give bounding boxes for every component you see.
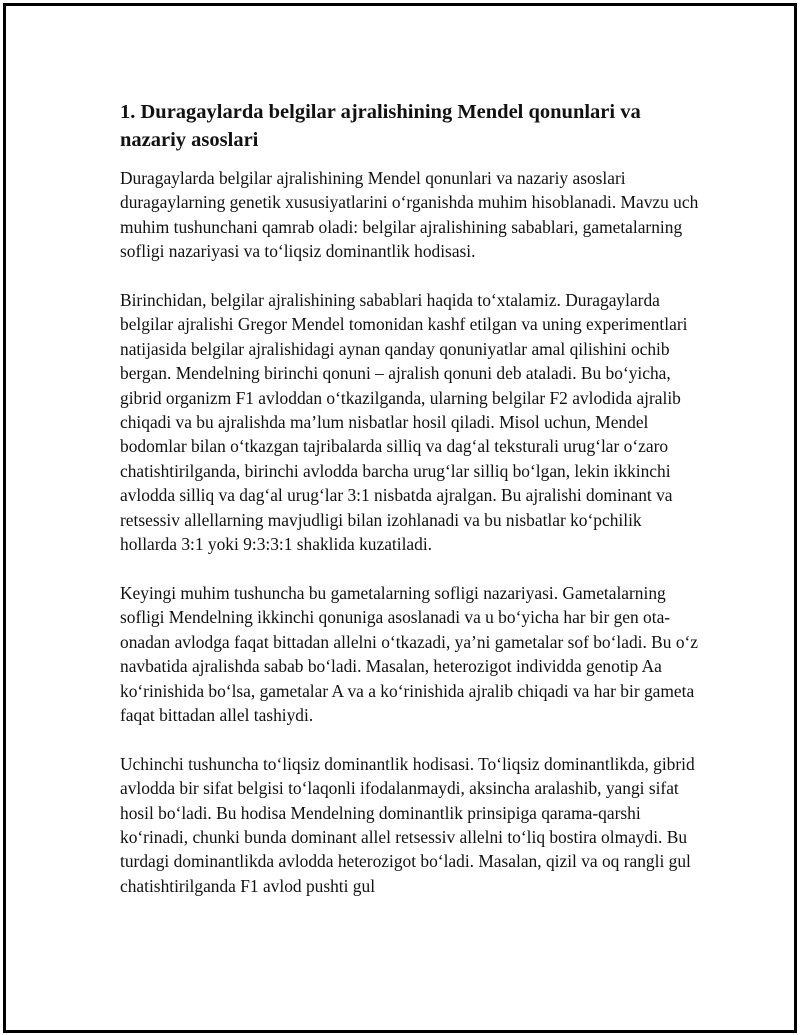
- paragraph-incomplete-dominance: Uchinchi tushuncha to‘liqsiz dominantlik hodisasi. To‘liqsiz dominantlikda, gibrid avlodda bir sifat belgisi to‘laqonli ifodalanmaydi, aksincha aralashib, yangi sifat hosil bo‘ladi. Bu hodisa Mendelning dominantlik prinsipiga qarama-qarshi ko‘rinadi, chunki bunda dominant allel retsessiv allelni to‘liq bostira olmaydi. Bu turdagi dominantlikda avlodda heterozigot bo‘ladi. Masalan, qizil va oq rangli gul chatishtirilganda F1 avlod pushti gul: [120, 753, 695, 896]
- paragraph-segregation-causes: Birinchidan, belgilar ajralishining sabablari haqida to‘xtalamiz. Duragaylarda belgilar ajralishi Gregor Mendel tomonidan kashf etilgan va uning experimentlari natijasida belgilar ajralishidagi aynan qanday qonuniyatlar amal qilishini ochib bergan. Mendelning birinchi qonuni – ajralish qonuni deb ataladi. Bu bo‘yicha, gibrid organizm F1 avloddan o‘tkazilganda, ularning belgilar F2 avlodida ajralib chiqadi va bu ajralishda ma’lum nisbatlar hosil qiladi. Misol uchun, Mendel bodomlar bilan o‘tkazgan tajribalarda silliq va dag‘al teksturali urug‘lar o‘zaro chatishtirilganda, birinchi avlodda barcha urug‘lar silliq bo‘lgan, lekin ikkinchi avlodda silliq va dag‘al urug‘lar 3:1 nisbatda ajralgan. Bu ajralishi dominant va retsessiv allellarning mavjudligi bilan izohlanadi va bu nisbatlar ko‘pchilik hollarda 3:1 yoki 9:3:3:1 shaklida kuzatiladi.: [120, 290, 688, 555]
- paragraph-intro: Duragaylarda belgilar ajralishining Mendel qonunlari va nazariy asoslari duragaylarning genetik xususiyatlarini o‘rganishda muhim hisoblanadi. Mavzu uch muhim tushunchani qamrab oladi: belgilar ajralishining sabablari, gametalarning sofligi nazariyasi va to‘liqsiz dominantlik hodisasi.: [120, 168, 699, 262]
- document-heading: 1. Duragaylarda belgilar ajralishining Mendel qonunlari va nazariy asoslari: [120, 101, 641, 151]
- paragraph-gamete-purity: Keyingi muhim tushuncha bu gametalarning sofligi nazariyasi. Gametalarning sofligi Mendelning ikkinchi qonuniga asoslanadi va u bo‘yicha har bir gen ota-onadan avlodga faqat bittadan allelni o‘tkazadi, ya’ni gametalar sof bo‘ladi. Bu o‘z navbatida ajralishda sabab bo‘ladi. Masalan, heterozigot individda genotip Aa ko‘rinishida bo‘lsa, gametalar A va a ko‘rinishida ajralib chiqadi va har bir gameta faqat bittadan allel tashiydi.: [120, 582, 699, 725]
- page-frame: [3, 3, 797, 1033]
- document-body: [120, 98, 700, 923]
